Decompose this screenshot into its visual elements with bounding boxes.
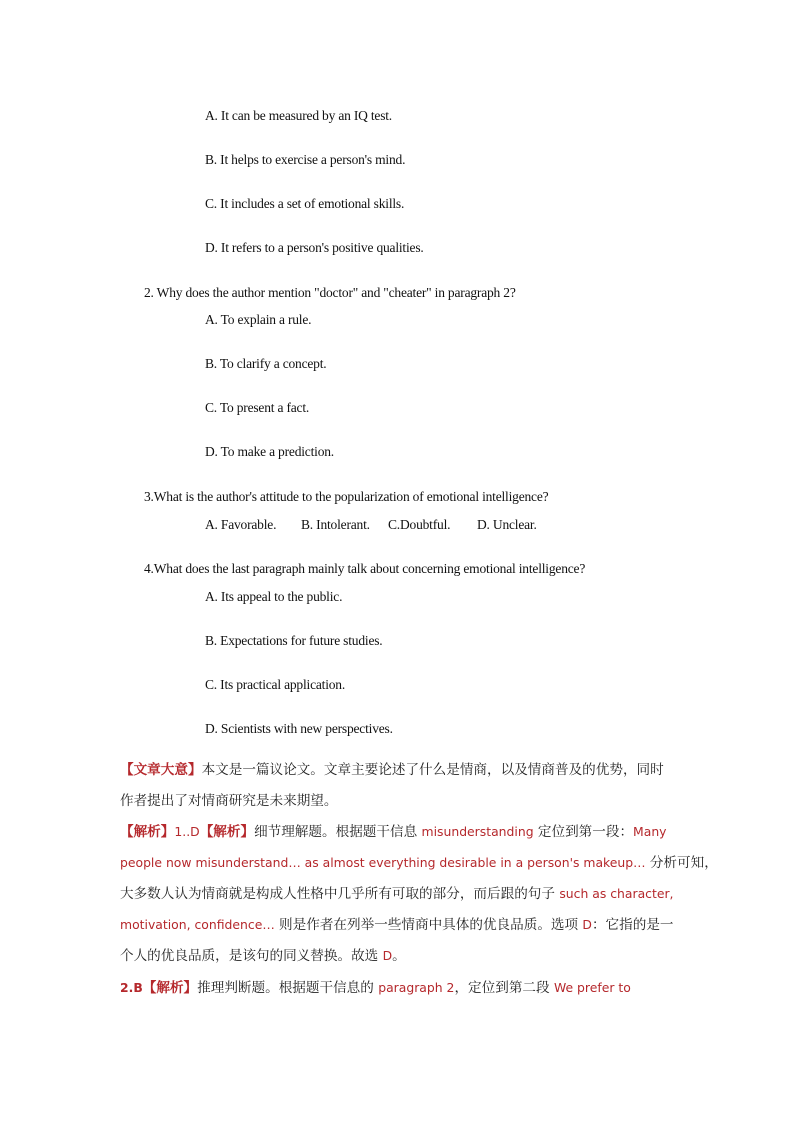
q3-option-d: D. Unclear. — [477, 517, 537, 532]
q4-option-d: D. Scientists with new perspectives. — [205, 721, 393, 736]
q4-option-b: B. Expectations for future studies. — [205, 633, 383, 648]
q3-options — [205, 516, 537, 534]
analysis1-line-5 — [120, 947, 676, 965]
analysis1-line-2 — [120, 854, 718, 872]
analysis1-answer: 1..D — [174, 824, 200, 839]
analysis1-final-answer: D — [382, 948, 393, 963]
analysis1-quote-2: such as character, — [559, 886, 674, 901]
analysis2-text-1: 推理判断题。根据题干信息的 — [197, 980, 379, 996]
analysis1-quote: people now misunderstand… as almost everything desirable in a person's makeup… — [120, 855, 646, 870]
q1-option-a: A. It can be measured by an IQ test. — [205, 108, 392, 123]
analysis1-text-5: 个人的优良品质，是该句的同义替换。故选 — [120, 948, 383, 964]
q4-stem: 4.What does the last paragraph mainly talk about concerning emotional intelligence? — [144, 561, 586, 576]
q3-option-b: B. Intolerant. — [301, 517, 370, 532]
analysis1-text-1: 细节理解题。根据题干信息 — [254, 824, 422, 840]
analysis1-text-3: 大多数人认为情商就是构成人性格中几乎所有可取的部分，而后跟的句子 — [120, 886, 560, 902]
q4-option-c: C. Its practical application. — [205, 677, 346, 692]
analysis1-text-2: 分析可知， — [645, 855, 718, 871]
analysis1-label: 【解析】 — [120, 824, 175, 840]
analysis1-option-ref: D — [582, 917, 592, 932]
analysis2-keyword: paragraph 2 — [378, 980, 455, 995]
q1-option-c: C. It includes a set of emotional skills. — [205, 196, 405, 211]
analysis1-line-3 — [120, 885, 676, 903]
q2-option-c: C. To present a fact. — [205, 400, 310, 415]
q1-option-b: B. It helps to exercise a person's mind. — [205, 152, 406, 167]
analysis1-line-1 — [120, 823, 676, 841]
summary-text-2: 作者提出了对情商研究是未来期望。 — [120, 793, 338, 809]
analysis2-quote: We prefer to — [553, 980, 631, 995]
q2-stem: 2. Why does the author mention "doctor" and "cheater" in paragraph 2? — [144, 285, 516, 300]
analysis1-quote-2b: motivation, confidence… — [120, 917, 275, 932]
q2-option-b: B. To clarify a concept. — [205, 356, 327, 371]
analysis1-text-5b: 。 — [392, 948, 406, 964]
q3-option-c: C.Doubtful. — [388, 517, 451, 532]
analysis2-answer: 2.B — [120, 980, 143, 995]
analysis2-line-1 — [120, 979, 676, 997]
analysis1-quote-start: Many — [633, 824, 667, 839]
analysis2-label: 【解析】 — [142, 980, 198, 996]
analysis2-text-2: ，定位到第二段 — [454, 980, 554, 996]
summary-label: 【文章大意】 — [120, 762, 202, 778]
analysis1-line-4 — [120, 916, 676, 934]
analysis1-label-2: 【解析】 — [199, 824, 255, 840]
q3-option-a: A. Favorable. — [205, 517, 277, 532]
analysis1-text-4b: ：它指的是一 — [591, 917, 674, 933]
analysis1-text-1b: 定位到第一段： — [533, 824, 634, 840]
analysis1-keyword: misunderstanding — [421, 824, 534, 839]
q2-option-d: D. To make a prediction. — [205, 444, 334, 459]
summary-line-1 — [120, 761, 676, 779]
summary-text-1: 本文是一篇议论文。文章主要论述了什么是情商，以及情商普及的优势，同时 — [201, 762, 664, 778]
summary-line-2 — [120, 792, 676, 810]
q2-option-a: A. To explain a rule. — [205, 312, 312, 327]
analysis1-text-4: 则是作者在列举一些情商中具体的优良品质。选项 — [274, 917, 583, 933]
q1-option-d: D. It refers to a person's positive qualities. — [205, 240, 424, 255]
q3-stem: 3.What is the author's attitude to the popularization of emotional intelligence? — [144, 489, 549, 504]
q4-option-a: A. Its appeal to the public. — [205, 589, 343, 604]
